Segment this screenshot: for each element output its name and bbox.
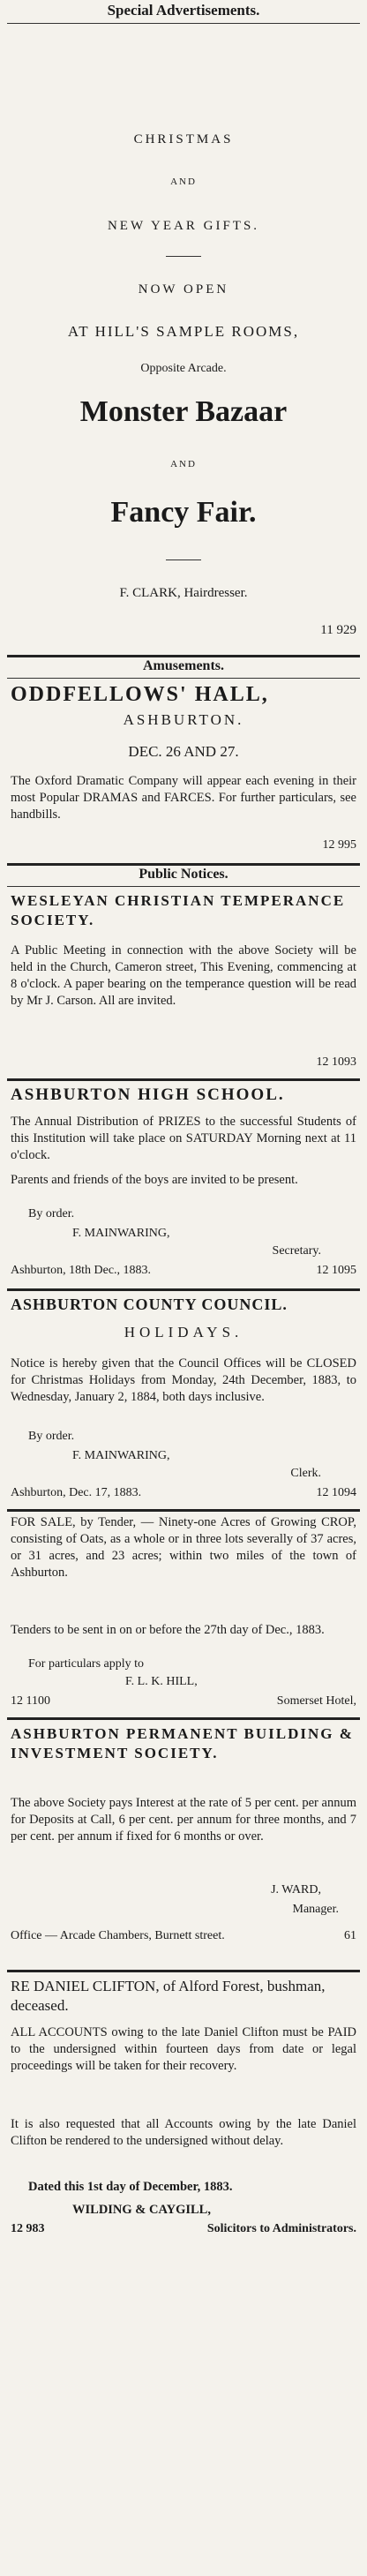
office-line: Office — Arcade Chambers, Burnett street. [11, 1929, 225, 1942]
section-header-special: Special Advertisements. [107, 2, 260, 19]
clifton-title: RE DANIEL CLIFTON, of Alford Forest, bushman, deceased. [11, 1978, 326, 2015]
oddfellows-town: ASHBURTON. [123, 711, 244, 728]
clark-signature: F. CLARK, Hairdresser. [119, 586, 248, 600]
ad-number: 12 1100 [11, 1694, 50, 1708]
ad-number: 12 983 [11, 2222, 45, 2235]
dateline-row [11, 2222, 356, 2236]
apply-line: For particulars apply to [28, 1657, 145, 1671]
divider [7, 886, 360, 887]
oddfellows-dates: DEC. 26 AND 27. [128, 743, 239, 760]
dateline-row [11, 1264, 356, 1278]
office-row [11, 1929, 356, 1943]
divider [7, 1288, 360, 1291]
signer: J. WARD, [271, 1883, 321, 1896]
dateline-row [11, 1486, 356, 1500]
signer: F. MAINWARING, [72, 1449, 170, 1462]
dateline: Ashburton, Dec. 17, 1883. [11, 1486, 142, 1499]
fancy-fair-title: Fancy Fair. [110, 496, 257, 529]
monster-bazaar-title: Monster Bazaar [79, 395, 288, 428]
oddfellows-body: The Oxford Dramatic Company will appear each evening in their most Popular DRAMAS and FARCES. For further particulars, see handbills. [11, 774, 356, 822]
oddfellows-title: ODDFELLOWS' HALL, [11, 683, 269, 706]
ad-number: 11 929 [320, 623, 356, 637]
highschool-title: ASHBURTON HIGH SCHOOL. [11, 1085, 285, 1104]
highschool-body: The Annual Distribution of PRIZES to the successful Students of this Institution will take place on SATURDAY Morning next at 11 o'clock. [11, 1115, 356, 1163]
highschool-body-2: Parents and friends of the boys are invited to be present. [11, 1173, 298, 1187]
signer-role: Solicitors to Administrators. [206, 2222, 356, 2235]
clifton-body: ALL ACCOUNTS owing to the late Daniel Clifton must be PAID to the undersigned within fourteen days from date or legal proceedings will be taken for their recovery. [11, 2025, 356, 2074]
hills-sample-rooms-line: AT HILL'S SAMPLE ROOMS, [67, 323, 300, 340]
christmas-line: CHRISTMAS [133, 132, 234, 146]
and-line-2: AND [170, 459, 197, 469]
section-header-public: Public Notices. [139, 867, 228, 882]
by-order: By order. [28, 1430, 75, 1443]
wesleyan-body: A Public Meeting in connection with the above Society will be held in the Church, Cameron street, This Evening, commencing at 8 o'clock. A paper bearing on the temperance question will be read by Mr J. Carson. All are invited. [11, 943, 356, 1009]
divider [7, 23, 360, 24]
signer: F. L. K. HILL, [125, 1675, 198, 1688]
clifton-body-2: It is also requested that all Accounts owing by the late Daniel Clifton be rendered to the undersigned without delay. [11, 2117, 356, 2149]
ad-number: 12 1094 [316, 1486, 356, 1499]
building-title: ASHBURTON PERMANENT BUILDING & INVESTMENT SOCIETY. [11, 1725, 354, 1762]
divider [7, 1970, 360, 1972]
hotel: Somerset Hotel, [276, 1694, 356, 1708]
signer: WILDING & CAYGILL, [72, 2203, 211, 2217]
council-title: ASHBURTON COUNTY COUNCIL. [11, 1296, 288, 1313]
opposite-arcade-line: Opposite Arcade. [140, 362, 227, 375]
wesleyan-title: WESLEYAN CHRISTIAN TEMPERANCE SOCIETY. [11, 892, 346, 929]
council-sub: HOLIDAYS. [124, 1324, 243, 1341]
forsale-body: FOR SALE, by Tender, — Ninety-one Acres of Growing CROP, consisting of Oats, as a whole or in three lots severally of 37 acres, or 31 acres, and 23 acres; within two miles of the town of Ashburton. [11, 1515, 356, 1581]
ad-number: 12 1095 [316, 1264, 356, 1277]
divider [7, 1717, 360, 1720]
and-line: AND [170, 176, 197, 187]
signer-role: Secretary. [272, 1244, 321, 1258]
dateline: Ashburton, 18th Dec., 1883. [11, 1264, 152, 1277]
forsale-body-2: Tenders to be sent in on or before the 27th day of Dec., 1883. [11, 1623, 325, 1637]
new-year-gifts-line: NEW YEAR GIFTS. [107, 219, 260, 233]
short-divider [166, 256, 201, 257]
signer: F. MAINWARING, [72, 1227, 170, 1240]
section-header-amusements: Amusements. [143, 658, 224, 673]
dated-line: Dated this 1st day of December, 1883. [28, 2180, 233, 2194]
ad-number: 12 1093 [316, 1055, 356, 1069]
ad-number: 12 995 [322, 838, 356, 852]
council-body: Notice is hereby given that the Council Offices will be CLOSED for Christmas Holidays from Monday, 24th December, 1883, to Wednesday, January 2, 1884, both days inclusive. [11, 1356, 356, 1405]
dateline-row [11, 1694, 356, 1709]
building-body: The above Society pays Interest at the rate of 5 per cent. per annum for Deposits at Call, 6 per cent. per annum for three months, and 7 per cent. per annum if fixed for 6 months or over. [11, 1796, 356, 1844]
now-open-line: NOW OPEN [138, 282, 229, 297]
divider [7, 1509, 360, 1512]
ad-number: 61 [344, 1929, 356, 1942]
by-order: By order. [28, 1207, 75, 1220]
signer-role: Manager. [292, 1903, 339, 1916]
divider [7, 655, 360, 657]
divider [7, 678, 360, 679]
signer-role: Clerk. [290, 1467, 321, 1480]
divider [7, 1078, 360, 1081]
divider [7, 863, 360, 866]
